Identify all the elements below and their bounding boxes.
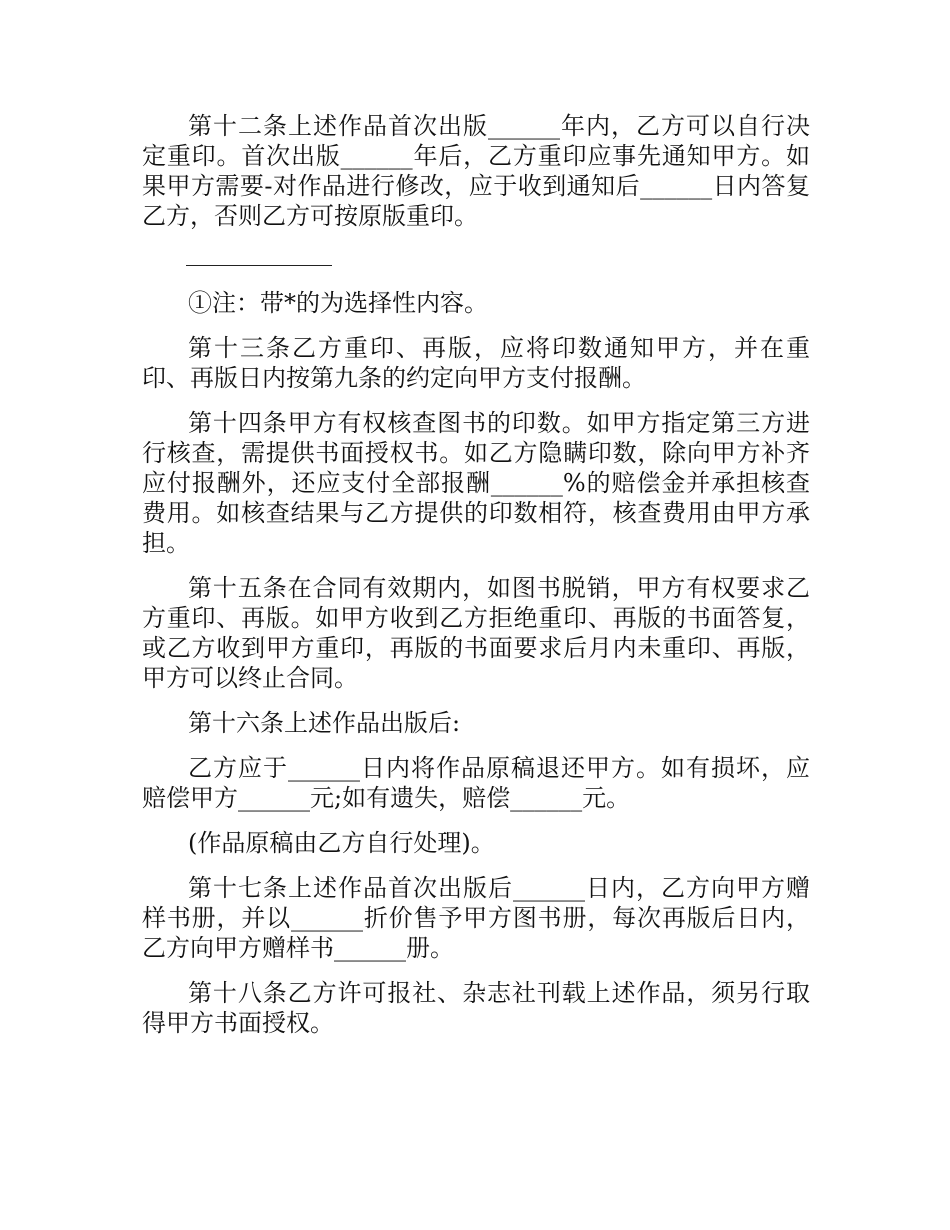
document-page xyxy=(142,111,810,1038)
article-16-clause-a: 乙方应于______日内将作品原稿退还甲方。如有损坏，应赔偿甲方______元;如有遗失，赔偿______元。 xyxy=(142,754,810,812)
article-15: 第十五条在合同有效期内，如图书脱销，甲方有权要求乙方重印、再版。如甲方收到乙方拒绝重印、再版的书面答复，或乙方收到甲方重印，再版的书面要求后月内未重印、再版，甲方可以终止合同。 xyxy=(142,574,810,692)
article-13: 第十三条乙方重印、再版，应将印数通知甲方，并在重印、再版日内按第九条的约定向甲方支付报酬。 xyxy=(142,334,810,392)
article-16: 第十六条上述作品出版后: xyxy=(188,709,461,737)
article-12: 第十二条上述作品首次出版______年内，乙方可以自行决定重印。首次出版______年后，乙方重印应事先通知甲方。如果甲方需要-对作品进行修改，应于收到通知后______日内答复乙方，否则乙方可按原版重印。 xyxy=(142,112,810,230)
article-18: 第十八条乙方许可报社、杂志社刊载上述作品，须另行取得甲方书面授权。 xyxy=(142,979,810,1037)
footnote: ①注：带*的为选择性内容。 xyxy=(188,289,488,317)
footnote-separator xyxy=(186,265,332,266)
article-14: 第十四条甲方有权核查图书的印数。如甲方指定第三方进行核查，需提供书面授权书。如乙方隐瞒印数，除向甲方补齐应付报酬外，还应支付全部报酬______%的赔偿金并承担核查费用。如核查结果与乙方提供的印数相符，核查费用由甲方承担。 xyxy=(142,409,810,557)
article-17: 第十七条上述作品首次出版后______日内，乙方向甲方赠样书册，并以______折价售予甲方图书册，每次再版后日内，乙方向甲方赠样书______册。 xyxy=(142,874,810,962)
article-16-clause-b: (作品原稿由乙方自行处理)。 xyxy=(188,829,495,857)
